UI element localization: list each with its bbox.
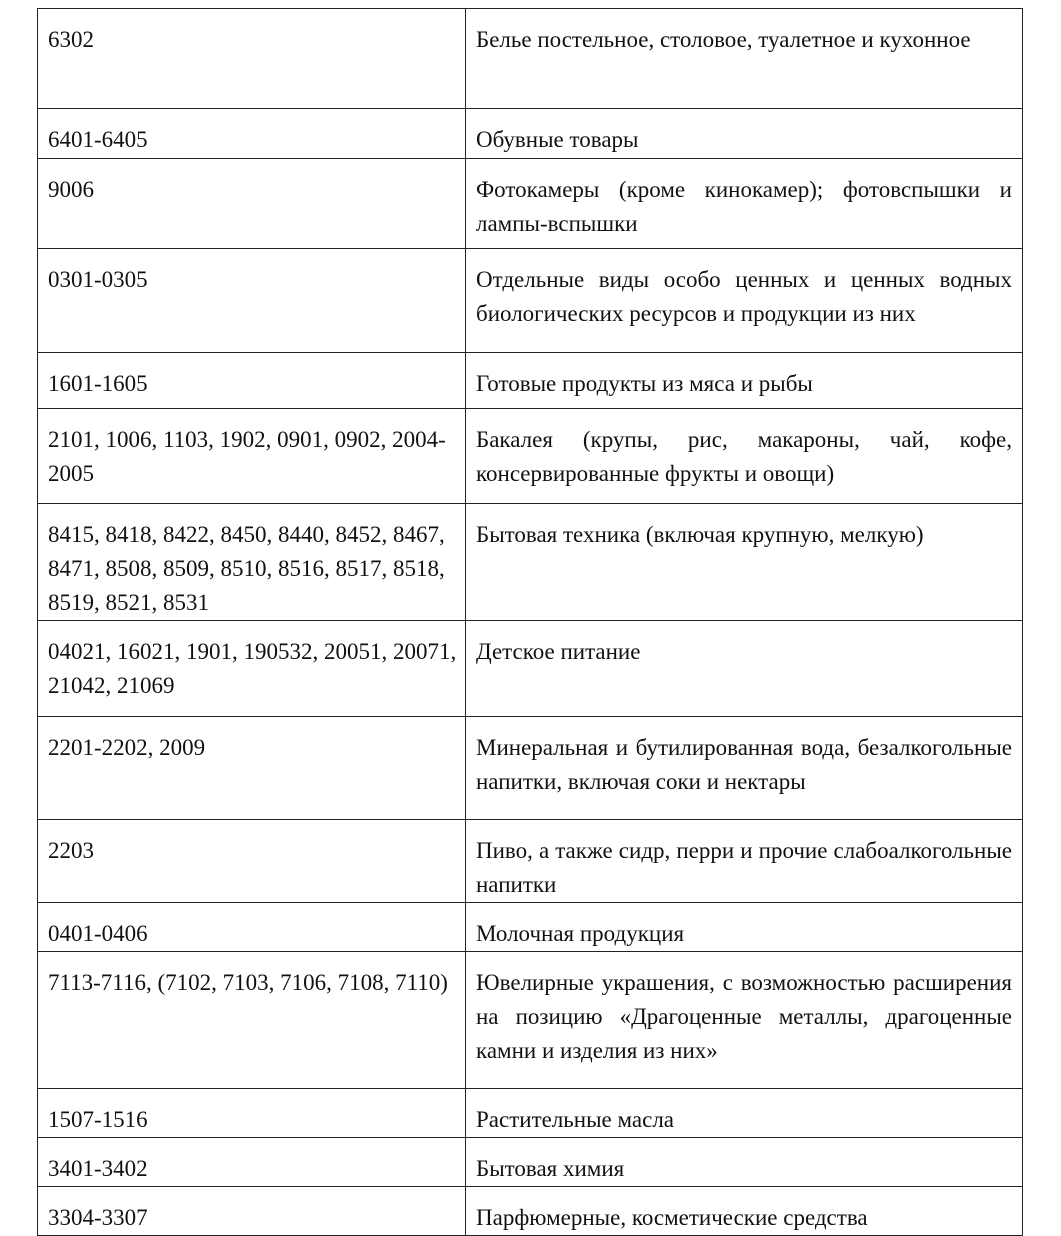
- code-cell: 8415, 8418, 8422, 8450, 8440, 8452, 8467, 8471, 8508, 8509, 8510, 8516, 8517, 8518, 8519, 8521, 8531: [38, 504, 466, 621]
- table-row: [38, 903, 1023, 952]
- description-cell: Растительные масла: [466, 1089, 1023, 1138]
- table-row: [38, 717, 1023, 820]
- description-cell: Бакалея (крупы, рис, макароны, чай, кофе, консервированные фрукты и овощи): [466, 409, 1023, 504]
- description-cell: Ювелирные украшения, с возможностью расширения на позицию «Драгоценные металлы, драгоценные камни и изделия из них»: [466, 952, 1023, 1089]
- description-cell: Бытовая химия: [466, 1138, 1023, 1187]
- code-cell: 9006: [38, 159, 466, 249]
- table-row: [38, 109, 1023, 159]
- code-cell: 2201-2202, 2009: [38, 717, 466, 820]
- commodity-code-table: [37, 8, 1023, 1236]
- code-cell: 3401-3402: [38, 1138, 466, 1187]
- table-row: [38, 249, 1023, 353]
- table-row: [38, 952, 1023, 1089]
- table-row: [38, 409, 1023, 504]
- code-cell: 0301-0305: [38, 249, 466, 353]
- table-body: [38, 9, 1023, 1236]
- table-row: [38, 353, 1023, 409]
- table-row: [38, 1138, 1023, 1187]
- code-cell: 2203: [38, 820, 466, 903]
- code-cell: 7113-7116, (7102, 7103, 7106, 7108, 7110): [38, 952, 466, 1089]
- table-row: [38, 159, 1023, 249]
- table-row: [38, 820, 1023, 903]
- code-cell: 3304-3307: [38, 1187, 466, 1236]
- table-row: [38, 1089, 1023, 1138]
- code-cell: 04021, 16021, 1901, 190532, 20051, 20071, 21042, 21069: [38, 621, 466, 717]
- description-cell: Детское питание: [466, 621, 1023, 717]
- description-cell: Парфюмерные, косметические средства: [466, 1187, 1023, 1236]
- description-cell: Бытовая техника (включая крупную, мелкую): [466, 504, 1023, 621]
- description-cell: Пиво, а также сидр, перри и прочие слабоалкогольные напитки: [466, 820, 1023, 903]
- code-cell: 6401-6405: [38, 109, 466, 159]
- code-cell: 2101, 1006, 1103, 1902, 0901, 0902, 2004-2005: [38, 409, 466, 504]
- description-cell: Отдельные виды особо ценных и ценных водных биологических ресурсов и продукции из них: [466, 249, 1023, 353]
- description-cell: Обувные товары: [466, 109, 1023, 159]
- code-cell: 0401-0406: [38, 903, 466, 952]
- description-cell: Белье постельное, столовое, туалетное и кухонное: [466, 9, 1023, 109]
- code-cell: 1601-1605: [38, 353, 466, 409]
- table-row: [38, 1187, 1023, 1236]
- table-row: [38, 621, 1023, 717]
- code-cell: 6302: [38, 9, 466, 109]
- code-cell: 1507-1516: [38, 1089, 466, 1138]
- table-row: [38, 9, 1023, 109]
- description-cell: Готовые продукты из мяса и рыбы: [466, 353, 1023, 409]
- description-cell: Минеральная и бутилированная вода, безалкогольные напитки, включая соки и нектары: [466, 717, 1023, 820]
- table-row: [38, 504, 1023, 621]
- description-cell: Фотокамеры (кроме кинокамер); фотовспышки и лампы-вспышки: [466, 159, 1023, 249]
- description-cell: Молочная продукция: [466, 903, 1023, 952]
